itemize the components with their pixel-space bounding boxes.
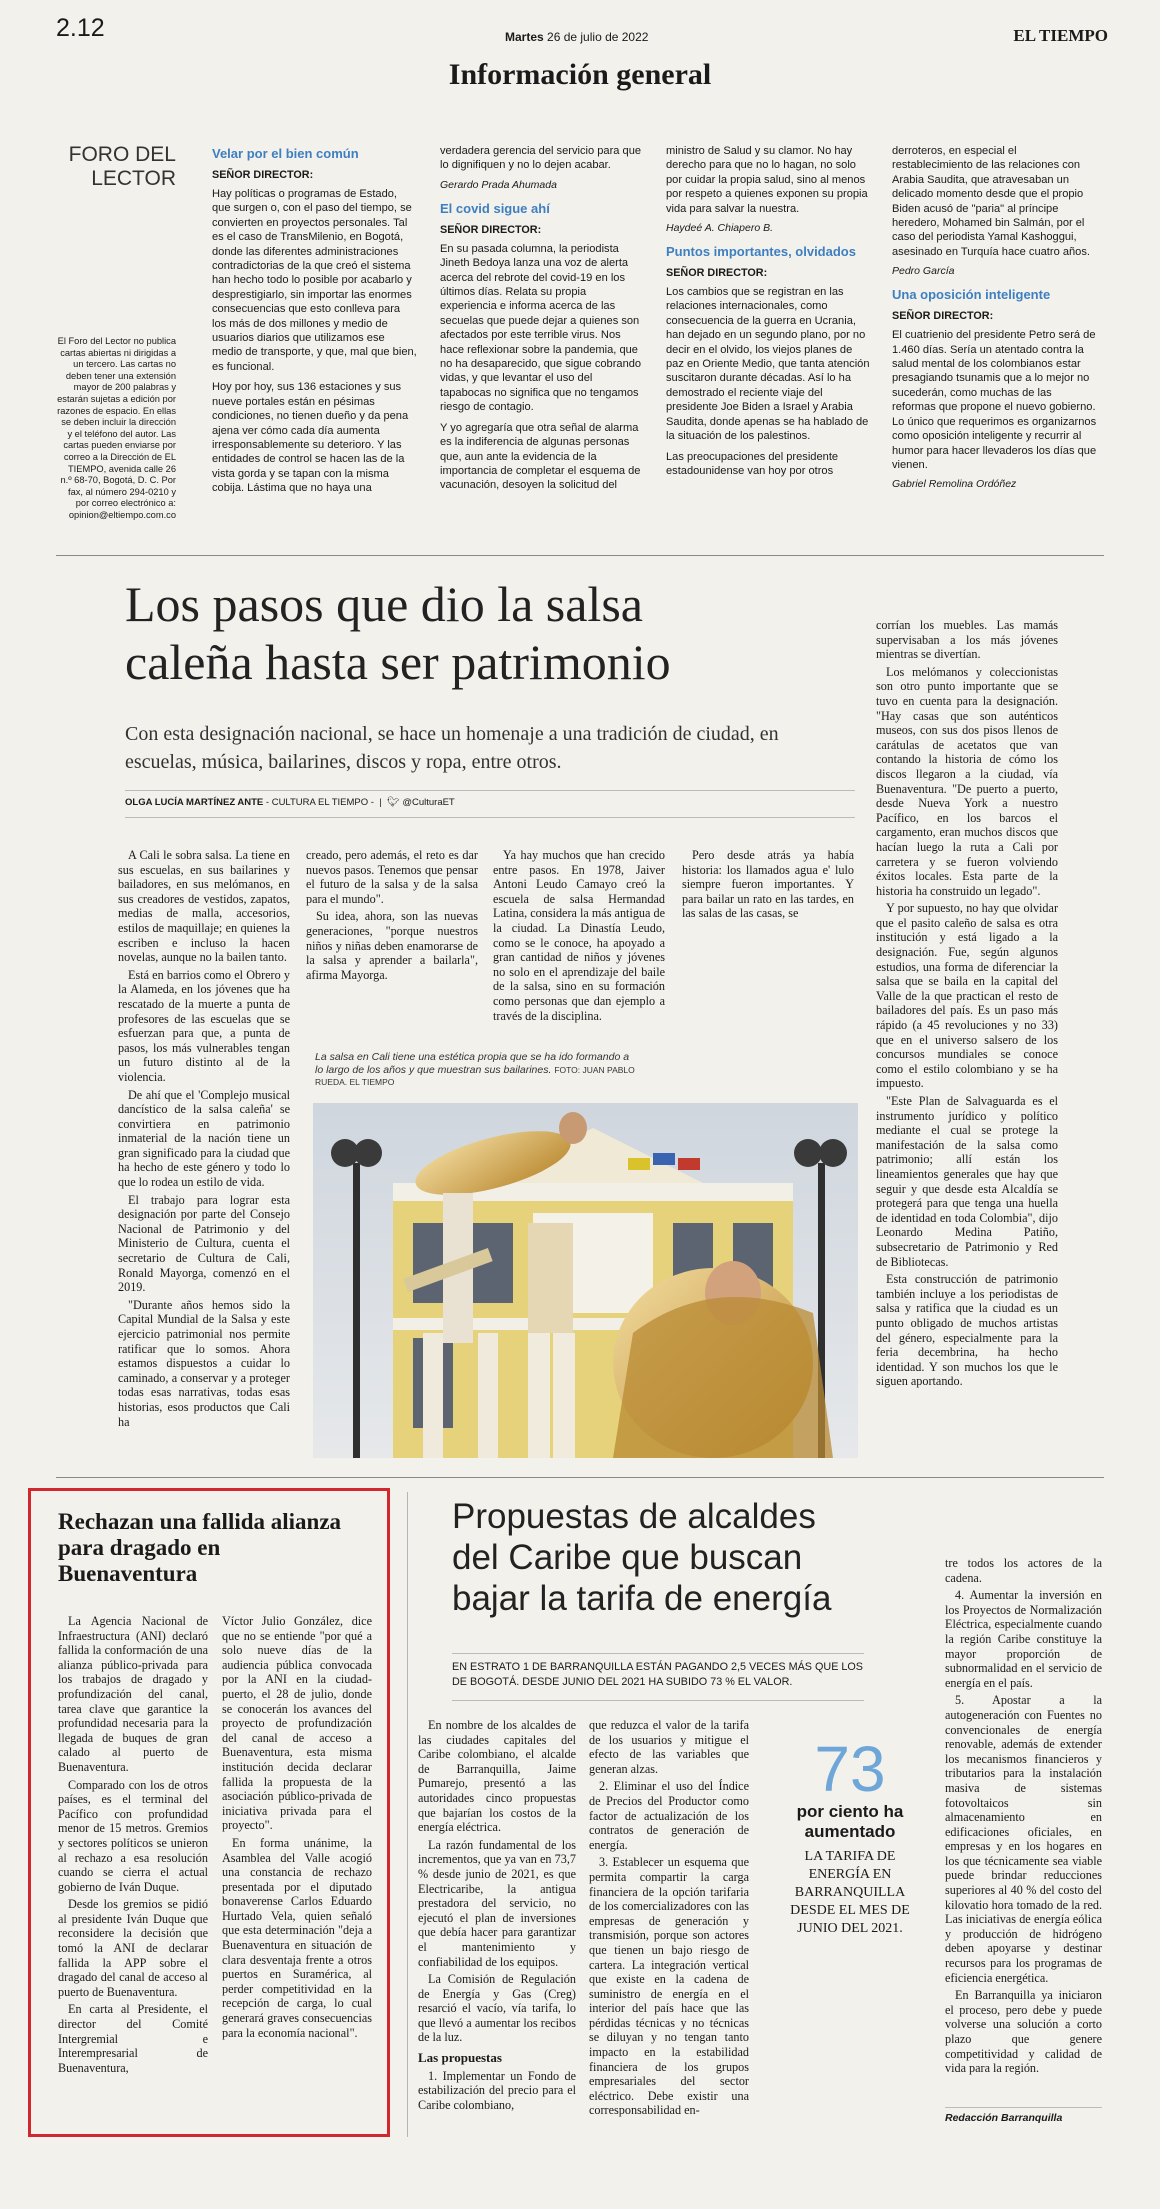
photo-credit: FOTO: JUAN PABLO RUEDA. EL TIEMPO: [315, 1064, 635, 1087]
photo-caption: [315, 1051, 635, 1089]
letter-paragraph: Las preocupaciones del presidente estadounidense van hoy por otros: [666, 450, 839, 477]
letter-signature: Haydeé A. Chiapero B.: [666, 222, 774, 235]
energy-headline-line1: Propuestas de alcaldes: [452, 1497, 816, 1536]
letter-signature: Pedro García: [892, 265, 955, 278]
salsa-column-1: [118, 848, 290, 1432]
byline-section: - CULTURA EL TIEMPO -: [265, 797, 374, 808]
section-divider: [56, 1477, 1104, 1478]
letter-salutation: SEÑOR DIRECTOR:: [666, 267, 768, 280]
article-paragraph: El trabajo para lograr esta designación por parte del Consejo Nacional de Patrimonio y del Ministerio de Cultura, cuenta el secretario de Cultura de Cali, Ronald Mayorga, comenzó en el 2019.: [118, 1192, 290, 1295]
letter-paragraph: verdadera gerencia del servicio para que lo dignifiquen y no lo dejen acabar.: [440, 145, 642, 172]
salsa-headline-line2: caleña hasta ser patrimonio: [125, 634, 671, 690]
article-paragraph: La Agencia Nacional de Infraestructura (ANI) declaró fallida la conformación de una alianza público-privada para los trabajos de dragado y profundización del canal, tarea clave que garantice la profundidad necesaria para la llegada de buques de gran calado al puerto de Buenaventura.: [58, 1614, 208, 1774]
newspaper-brand: EL TIEMPO: [1013, 26, 1108, 45]
article-paragraph: En carta al Presidente, el director del Comité Intergremial e Interempresarial de Buenaventura,: [58, 2002, 208, 2075]
energy-column-1: [418, 1718, 576, 2115]
article-paragraph: Y por supuesto, no hay que olvidar que el pasito caleño de salsa es otra institución y está ligado a la designación. Fue, según algunos estudios, una forma de diferenciar la salsa que se baila en la capital del Valle de la que practican el resto de bailadores del país. Es un paso más rápido (a 45 revoluciones y no 33) que en el universo salsero de los concursos mundiales se conoce como el estilo colombiano y se ha impuesto.: [876, 901, 1058, 1091]
article-paragraph: "Este Plan de Salvaguarda es el instrumento jurídico y político mediante el cual se protege la manifestación de la salsa como patrimonio; allí están los lineamientos generales que hay que seguir y que desde esta Alcaldía se protegerá para que tenga una huella de identidad en toda Colombia", dijo Leonardo Medina Patiño, subsecretario de Patrimonio y Red de Bibliotecas.: [876, 1094, 1058, 1269]
article-paragraph: Ya hay muchos que han crecido entre pasos. En 1978, Jaiver Antoni Leudo Camayo creó la escuela de salsa Hermandad Latina, considera la más antigua de la ciudad. La Dinastía Leudo, como se le conoce, ha apoyado a gran cantidad de niños y jóvenes no solo en el aprendizaje del baile de la salsa, sino en su formación como personas que dan ejemplo a través de la disciplina.: [493, 848, 665, 1023]
energy-headline-line2: del Caribe que buscan: [452, 1538, 803, 1577]
article-paragraph: Desde los gremios se pidió al presidente Iván Duque que reconsidere la decisión que tomó la ANI de declarar fallida la APP sobre el dragado del canal de acceso al puerto de Buenaventura.: [58, 1897, 208, 1999]
stat-number: 73: [814, 1733, 886, 1805]
dredging-column-2: [222, 1614, 372, 2043]
article-paragraph: En Barranquilla ya iniciaron el proceso, pero debe y puede volverse una solución a corto plazo que genere competitividad y calidad de vida para la región.: [945, 1988, 1102, 2076]
article-paragraph: Pero desde atrás ya había historia: los llamados agua e' lulo siempre fueron importantes. Y para bailar un rato en las tardes, en las salas de las casas, se: [682, 848, 854, 921]
dredging-headline: Rechazan una fallida alianza para dragado en Buenaventura: [58, 1509, 342, 1586]
article-paragraph: 5. Apostar a la autogeneración con Fuentes no convencionales de energía renovable, además de extender los mecanismos financieros y tributarios para la instalación masiva de sistemas fotovoltaicos sin almacenamiento en edificaciones oficiales, en empresas y en los hogares en los que técnicamente sea viable puede brindar reducciones superiores al 40 % del costo del kilovatio hora tomado de la red. Las iniciativas de energía eólica y producción de hidrógeno deben apoyarse y destinar recursos para los programas de eficiencia energética.: [945, 1693, 1102, 1985]
article-paragraph: 2. Eliminar el uso del Índice de Precios del Productor como factor de actualización de los contratos de generación de energía.: [589, 1779, 749, 1852]
salsa-column-3b: [682, 848, 854, 924]
article-paragraph: Comparado con los de otros países, es el terminal del Pacífico con profundidad menor de 15 metros. Gremios y sectores políticos se unieron al rechazo a esa resolución cuando se cierra el actual gobierno de Iván Duque.: [58, 1777, 208, 1894]
deck-rule: [452, 1700, 864, 1701]
article-paragraph: Víctor Julio González, dice que no se entiende "por qué a solo nueve días de la audiencia pública convocada por la ANI en la ciudad-puerto, el 28 de julio, donde se conocerán los avances del proyecto de profundización del canal de acceso a Buenaventura, esta misma institución decida declarar fallida la propuesta de la asociación público-privada de iniciativa privada para el proyecto".: [222, 1614, 372, 1833]
issue-date-rest: 26 de julio de 2022: [547, 30, 649, 44]
byline-rule: [125, 790, 855, 791]
salsa-dancers-photo: [313, 1103, 858, 1458]
letter-title: Una oposición inteligente: [892, 287, 1051, 303]
salsa-dancers-illustration: [313, 1103, 858, 1458]
forum-column-4: [892, 144, 1098, 500]
forum-policy: El Foro del Lector no publica cartas abiertas ni dirigidas a un tercero. Las cartas no deben tener una extensión mayor de 200 palabras y estarán sujetas a edición por razones de espacio. En ellas se deben incluir la dirección y el teléfono del autor. Las cartas pueden enviarse por correo a la Dirección de EL TIEMPO, avenida calle 26 n.º 68-70, Bogotá, D. C. Por fax, al número 294-0210 y por correo electrónico a: opinion@eltiempo.com.co: [57, 336, 176, 520]
forum-column-2: [440, 144, 645, 499]
stat-label: [780, 1802, 920, 1842]
article-paragraph: corrían los muebles. Las mamás supervisaban a los más jóvenes mientras se divertían.: [876, 618, 1058, 662]
article-subhead: Las propuestas: [418, 2050, 502, 2066]
article-paragraph: En nombre de los alcaldes de las ciudades capitales del Caribe colombiano, el alcalde de Barranquilla, Jaime Pumarejo, presentó a las autoridades cinco propuestas que bajarían los costos de la energía eléctrica.: [418, 1718, 576, 1835]
forum-label: [56, 143, 176, 191]
energy-column-2: [589, 1718, 749, 2121]
page-number: 2.12: [56, 14, 105, 42]
article-paragraph: "Durante años hemos sido la Capital Mundial de la Salsa y este ejercicio patrimonial nos permite ratificar que lo somos. Ahora estamos dispuestos a cuidar lo caminado, a conservar y a proteger todas esas narrativas, todas esas historias, esos productos que Cali ha: [118, 1297, 290, 1429]
letter-paragraph: Hay políticas o programas de Estado, que surgen o, con el paso del tiempo, se convierten en proyectos personales. Tal es el caso de TransMilenio, en Bogotá, donde las diferentes administraciones contradictorias de la que creó el sistema han hecho todo lo posible por acabarlo y desprestigiarlo, sin importar las enormes consecuencias que esto conlleva para los más de dos millones y medio de usuarios diarios que utilizamos ese medio de transporte, y que, mal que bien, es funcional.: [212, 188, 417, 373]
issue-date: [505, 30, 648, 44]
article-paragraph: que reduzca el valor de la tarifa de los usuarios y mitigue el efecto de las variables que generan alzas.: [589, 1718, 749, 1776]
salsa-headline: [125, 575, 845, 691]
salsa-deck: Con esta designación nacional, se hace un homenaje a una tradición de ciudad, en escuelas, música, bailarines, discos y ropa, entre otros.: [125, 723, 779, 773]
forum-label-line1: FORO DEL: [68, 143, 176, 166]
deck-rule: [452, 1653, 864, 1654]
salsa-column-2: [306, 848, 478, 985]
article-paragraph: A Cali le sobra salsa. La tiene en sus escuelas, en sus bailarines y bailadores, en sus melómanos, en sus creadores de vestidos, zapatos, medias de malla, accesorios, estilos de maquillaje; en quienes la escriben e incluso la hacen novelas, aunque no la bailen tanto.: [118, 848, 290, 965]
article-paragraph: En forma unánime, la Asamblea del Valle acogió una constancia de rechazo presentada por el diputado bonaverense Carlos Eduardo Hurtado Vela, quien señaló que esta determinación "deja a Buenaventura en situación de clara desventaja frente a otros puertos en Suramérica, al perder competitividad en la recepción de carga, lo cual generará graves consecuencias para la economía nacional".: [222, 1835, 372, 2040]
letter-paragraph: Y yo agregaría que otra señal de alarma es la indiferencia de algunas personas que, aun ante la evidencia de la importancia de completar el esquema de vacunación, desoyen la solicitud del: [440, 421, 641, 492]
article-paragraph: 1. Implementar un Fondo de estabilización del precio para el Caribe colombiano,: [418, 2068, 576, 2112]
salsa-column-3: [493, 848, 665, 1026]
article-paragraph: Está en barrios como el Obrero y la Alameda, en los jóvenes que ha rescatado de la muerte a punta de profesores de las escuelas que se esfuerzan para que, a punta de pasos, los más vulnerables tengan un futuro distinto al de la violencia.: [118, 967, 290, 1084]
letter-paragraph: En su pasada columna, la periodista Jineth Bedoya lanza una voz de alerta acerca del rebrote del covid-19 en los últimos días. Relata su propia experiencia e informa acerca de las secuelas que puede dejar a quienes son afectados por este terrible virus. Nos hace reflexionar sobre la pandemia, que no ha desaparecido, que sigue cobrando vidas, y que levantar el uso del tapabocas no significa que no tengamos riesgo de contagio.: [440, 242, 642, 414]
salsa-column-4: [876, 618, 1058, 1392]
energy-headline: [452, 1496, 932, 1619]
letter-paragraph: El cuatrienio del presidente Petro será de 1.460 días. Sería un atentado contra la salud mental de los colombianos estar presagiando tsunamis que a lo mejor no sucederán, como muchas de las reformas que propone el nuevo gobierno. Lo único que requerimos es organizarnos como oposición inteligente y recurrir al humor para hacer llevaderos los días que vienen.: [892, 329, 1097, 471]
byline-twitter[interactable]: @CulturaET: [402, 797, 455, 808]
column-divider: [407, 1492, 408, 2137]
energy-deck: EN ESTRATO 1 DE BARRANQUILLA ESTÁN PAGANDO 2,5 VECES MÁS QUE LOS DE BOGOTÁ. DESDE JUNIO DEL 2021 HA SUBIDO 73 % EL VALOR.: [452, 1661, 863, 1688]
article-paragraph: Esta construcción de patrimonio también incluye a los periodistas de salsa y ratifica que la ciudad es un punto obligado de muchos artistas del género, especialmente para la feria decembrina, ha hecho identidad. Y son muchos los que le siguen aportando.: [876, 1272, 1058, 1389]
byline-author: OLGA LUCÍA MARTÍNEZ ANTE: [125, 797, 264, 808]
stat-label-line2: aumentado: [804, 1822, 896, 1841]
letter-title: Puntos importantes, olvidados: [666, 244, 856, 260]
stat-label-line1: por ciento ha: [796, 1802, 904, 1821]
article-paragraph: La razón fundamental de los incrementos, que ya van en 73,7 % desde junio de 2021, es que Electricaribe, la antigua prestadora del servicio, no ejecutó el plan de inversiones que debía hacer para garantizar el mantenimiento y confiabilidad de los equipos.: [418, 1837, 576, 1969]
forum-column-1: [212, 142, 417, 502]
stat-description: LA TARIFA DE ENERGÍA EN BARRANQUILLA DESDE EL MES DE JUNIO DEL 2021.: [790, 1849, 910, 1936]
section-divider: [56, 555, 1104, 556]
caption-text: La salsa en Cali tiene una estética propia que se ha ido formando a lo largo de los años y que muestran sus bailarines.: [315, 1051, 630, 1076]
salsa-headline-line1: Los pasos que dio la salsa: [125, 576, 643, 632]
article-paragraph: Su idea, ahora, son las nuevas generaciones, "porque nuestros niños y niñas deben enamorarse de la salsa y aprender a bailarla", afirma Mayorga.: [306, 909, 478, 982]
issue-date-day: Martes: [505, 30, 544, 44]
article-paragraph: 4. Aumentar la inversión en los Proyectos de Normalización Eléctrica, especialmente cuando la región Caribe constituye la mayor proporción de subnormalidad en el servicio de energía en el país.: [945, 1588, 1102, 1690]
article-paragraph: creado, pero además, el reto es dar nuevos pasos. Tenemos que pensar el futuro de la salsa y de la salsa para el mundo".: [306, 848, 478, 906]
article-paragraph: 3. Establecer un esquema que permita compartir la carga financiera de la opción tarifaria de los comercializadores con las empresas de generación y transmisión, porque son actores que tienen un bajo riesgo de cartera. La integración vertical que existe en la cadena de suministro de energía en el interior del país hace que las pérdidas técnicas y no técnicas se diluyan y no tengan tanto impacto en la estabilidad financiera de los grupos empresariales del sector eléctrico. Debe existir una corresponsabilidad en-: [589, 1855, 749, 2118]
letter-salutation: SEÑOR DIRECTOR:: [212, 169, 314, 181]
twitter-icon: 🐦︎: [386, 797, 400, 808]
letter-paragraph: ministro de Salud y su clamor. No hay derecho para que no lo hagan, no solo por cuidar la propia salud, sino al menos por respeto a quienes exponen su propia vida para salvar la nuestra.: [666, 145, 868, 215]
letter-paragraph: Hoy por hoy, sus 136 estaciones y sus nueve portales están en pésimas condiciones, no tienen dueño y da pena ajena ver cómo cada día aumenta irresponsablemente su deterioro. Y las entidades de control se hacen las de la vista gorda y se tapan con la misma cobija. Lástima que no haya una: [212, 381, 409, 495]
byline-rule: [125, 817, 855, 818]
forum-column-3: [666, 144, 871, 484]
letter-salutation: SEÑOR DIRECTOR:: [892, 310, 994, 323]
energy-signature: Redacción Barranquilla: [945, 2112, 1063, 2124]
article-paragraph: La Comisión de Regulación de Energía y Gas (Creg) resarció el vacío, vía tarifa, lo que llevó a aumentar los recibos de la luz.: [418, 1972, 576, 2045]
letter-salutation: SEÑOR DIRECTOR:: [440, 223, 542, 236]
energy-column-3: [945, 1556, 1102, 2079]
signature-rule: [945, 2107, 1102, 2108]
letter-paragraph: derroteros, en especial el restablecimiento de las relaciones con Arabia Saudita, que atravesaban un delicado momento desde que el propio Biden acusó de "paria" al príncipe heredero, Mohamed bin Salmán, por el caso del periodista Yamal Kashoggui, asesinado en Turquía hace cuatro años.: [892, 145, 1090, 258]
salsa-byline: OLGA LUCÍA MARTÍNEZ ANTE - CULTURA EL TIEMPO - | 🐦︎ @CulturaET: [125, 797, 455, 808]
section-title: Información general: [448, 58, 712, 91]
article-paragraph: tre todos los actores de la cadena.: [945, 1556, 1102, 1585]
article-paragraph: Los melómanos y coleccionistas son otro punto importante que se tuvo en cuenta para la designación. "Hay casas que son auténticos museos, con sus dos pisos llenos de carátulas de acetatos que van contando la historia de cómo los discos llegaron a la ciudad, vía Buenaventura. "De puerto a puerto, desde Nueva York a nuestro Pacífico, en los barcos el cargamento, eran muchos discos que hacían luego la ruta a Cali por carretera y se fueron volviendo éxitos locales. Esta parte de la historia ha construido un legado".: [876, 664, 1058, 898]
forum-label-line2: LECTOR: [91, 167, 176, 190]
letter-title: El covid sigue ahí: [440, 200, 550, 216]
letter-signature: Gerardo Prada Ahumada: [440, 178, 557, 191]
letter-title: Velar por el bien común: [212, 146, 359, 161]
letter-paragraph: Los cambios que se registran en las relaciones internacionales, como consecuencia de la guerra en Ucrania, han dejado en un segundo plano, por no decir en el olvido, los viejos planes de paz en Oriente Medio, que tanta atención suscitaron durante décadas. Así lo ha demostrado el reciente viaje del presidente Joe Biden a Israel y Arabia Saudita, donde apenas se ha hablado de la situación de los palestinos.: [666, 286, 870, 443]
energy-stat-box: [780, 1733, 920, 1938]
dredging-column-1: [58, 1614, 208, 2078]
article-paragraph: De ahí que el 'Complejo musical dancístico de la salsa caleña' se convirtiera en patrimonio inmaterial de la nación tiene un gran significado para la ciudad que ha hecho de este género y todo lo que lo rodea un estilo de vida.: [118, 1087, 290, 1190]
energy-headline-line3: bajar la tarifa de energía: [452, 1579, 832, 1618]
letter-signature: Gabriel Remolina Ordóñez: [892, 478, 1017, 491]
